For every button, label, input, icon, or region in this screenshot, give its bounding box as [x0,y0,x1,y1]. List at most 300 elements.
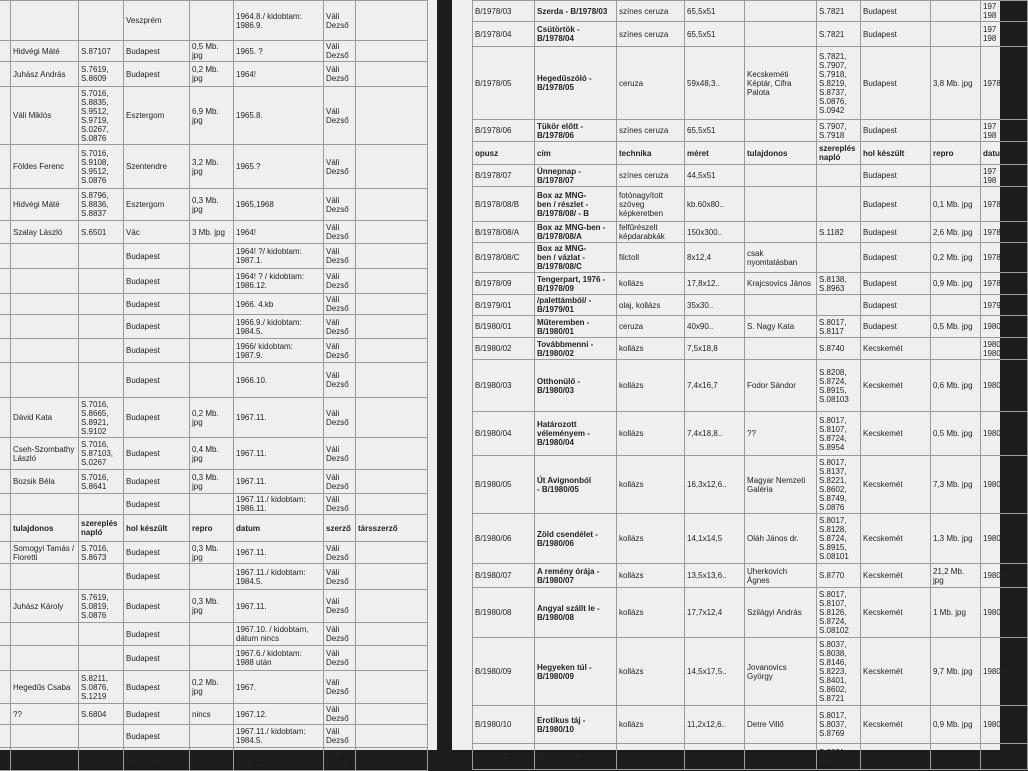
table-cell: 1978 [981,243,1028,273]
table-cell [356,62,428,87]
table-row [473,295,1028,316]
table-cell: Tükör előtt - B/1978/06 [535,120,617,142]
table-row [0,470,428,494]
table-cell [190,623,234,646]
table-header-row [0,515,428,542]
table-cell: Budapest [124,41,190,62]
table-cell [190,363,234,398]
column-header: technika [617,142,685,165]
table-cell: S.8017, S.8128, S.8724, S.8915, S.08101 [817,514,861,564]
table-cell: Uherkovich Ágnes [745,564,817,588]
table-cell [0,671,11,704]
table-cell: 1964! ?/ kidobtam: 1987.1. [234,244,324,269]
table-cell [79,748,124,771]
table-cell [356,646,428,671]
table-row [473,243,1028,273]
table-cell: 16,3x12,6.. [685,456,745,514]
table-cell: S.7016, S.8673 [79,542,124,564]
table-cell: S.8017, S.8037, S.8769 [817,706,861,744]
table-cell: 1966/ kidobtam: 1987.9. [234,339,324,363]
table-cell [11,1,79,41]
table-cell [190,1,234,41]
table-row [0,315,428,339]
table-cell: filctoll [617,243,685,273]
table-cell: Budapest [124,244,190,269]
table-cell [356,438,428,470]
table-cell: S.8017, S.8117 [817,316,861,338]
table-cell: Bozsik Béla [11,470,79,494]
table-cell [745,187,817,222]
table-cell: 1966. 4.kb [234,294,324,315]
table-cell: 13,5x13,6.. [685,564,745,588]
table-cell: Szilágyi András [745,588,817,638]
table-cell [190,244,234,269]
table-cell: S.7016, S.87103, S.0267 [79,438,124,470]
table-row [0,704,428,725]
table-cell [0,339,11,363]
table-row [473,187,1028,222]
table-cell: Budapest [861,1,931,22]
table-cell: S.8021, S.8724, [817,744,861,770]
table-cell: 0,5 Mb. jpg [931,316,981,338]
table-cell [745,120,817,142]
table-cell: Tengerpart, 1976 - B/1978/09 [535,273,617,295]
table-cell: S.8211, S.0876, S.1219 [79,671,124,704]
table-cell [0,41,11,62]
table-cell: S.8770 [817,564,861,588]
table-cell: Szalay László [11,221,79,244]
table-cell [0,398,11,438]
table-cell [190,269,234,294]
table-cell: S.7016, S.8641 [79,470,124,494]
table-cell: Esztergom [124,189,190,221]
table-cell: S.8017, S.8107, S.8724, S.8954 [817,412,861,456]
table-cell: 197 198 [981,22,1028,47]
column-header: datum [234,515,324,542]
table-cell: 8x12,4 [685,243,745,273]
table-cell [190,725,234,748]
column-header: tulajdonos [11,515,79,542]
table-cell [356,339,428,363]
table-cell: 1980 [981,514,1028,564]
table-cell: 1967.6./ kidobtam: 1988 után [234,646,324,671]
table-cell [356,398,428,438]
table-cell: Budapest [124,363,190,398]
table-cell: Erotikus táj - B/1980/10 [535,706,617,744]
table-cell: Váli Dezső [324,294,356,315]
table-cell [745,295,817,316]
table-cell: 0,3 Mb. jpg [190,189,234,221]
table-cell: Oláh János dr. [745,514,817,564]
table-cell [685,744,745,770]
table-cell: Kecskemét [861,588,931,638]
table-cell: Box az MNG- ben / vázlat - B/1978/08/C [535,243,617,273]
table-cell: 40x90.. [685,316,745,338]
table-cell: Budapest [124,564,190,590]
table-cell: Váli Dezső [324,398,356,438]
table-cell: 9,7 Mb. jpg [931,638,981,706]
table-cell: Juhász András [11,62,79,87]
table-cell: 0,1 Mb. jpg [931,187,981,222]
table-header-row [473,142,1028,165]
table-cell: kollázs [617,273,685,295]
table-cell: 1980.3 [981,588,1028,638]
table-cell: 1967.11. [234,542,324,564]
table-cell [0,704,11,725]
table-cell: 0,3 Mb. jpg [190,542,234,564]
table-cell: S.6804 [79,704,124,725]
column-header: szerző [324,515,356,542]
table-row [0,398,428,438]
table-row [0,294,428,315]
table-cell: színes ceruza [617,120,685,142]
table-cell: 21,2 Mb. jpg [931,564,981,588]
table-cell: Budapest [861,22,931,47]
table-cell [356,294,428,315]
table-cell: Határozott véleményem - B/1980/04 [535,412,617,456]
table-cell: S.7619, S.0819, S.0876 [79,590,124,623]
table-cell: kollázs [617,638,685,706]
table-cell: Váli Miklós [11,87,79,145]
table-cell: 7,4x16,7 [685,360,745,412]
table-cell: 3,8 Mb. jpg [931,47,981,120]
table-cell: Veszprém [124,1,190,41]
table-cell: 17,8x12.. [685,273,745,295]
table-cell: 1980.3 [981,564,1028,588]
table-cell: Budapest [861,222,931,243]
table-cell: csak nyomtatásban [745,243,817,273]
table-cell [356,244,428,269]
table-cell: B/1980/04 [473,412,535,456]
table-cell [190,339,234,363]
table-cell: 1965.? [234,145,324,189]
table-cell: 197 198 [981,120,1028,142]
table-cell: 1,3 Mb. jpg [931,514,981,564]
table-cell: Váli Dezső [324,470,356,494]
table-cell [745,22,817,47]
table-cell: ceruza [617,316,685,338]
table-cell: Váli Dezső [324,494,356,515]
table-cell: B/1980/11 [473,744,535,770]
table-cell: S.7821 [817,1,861,22]
table-cell: Vác [124,221,190,244]
table-cell [817,165,861,187]
table-cell [190,294,234,315]
table-cell: 0,5 Mb. jpg [931,412,981,456]
table-row [0,363,428,398]
table-cell [817,187,861,222]
table-cell [11,623,79,646]
table-cell: Váli Dezső [324,244,356,269]
table-cell [190,748,234,771]
table-cell: Budapest [124,623,190,646]
table-cell: B/1980/08 [473,588,535,638]
table-cell: Váli Dezső [324,269,356,294]
table-row [0,41,428,62]
table-cell: B/1978/03 [473,1,535,22]
table-row [0,189,428,221]
table-cell [356,623,428,646]
table-cell [79,269,124,294]
table-row [473,120,1028,142]
table-cell: 65,5x51 [685,120,745,142]
table-cell: S.7821 [817,22,861,47]
table-cell [11,564,79,590]
table-cell: 14,5x17,5.. [685,638,745,706]
table-cell: 11,2x12,6.. [685,706,745,744]
table-cell: 197 198 [981,1,1028,22]
table-cell: 1980 [981,456,1028,514]
table-cell [79,564,124,590]
table-cell: 1966.9./ kidobtam: 1984.5. [234,315,324,339]
table-cell: Váli Dezső [324,623,356,646]
column-header: hol készült [124,515,190,542]
table-cell: Budapest [861,47,931,120]
table-cell [356,494,428,515]
table-cell: 0,6 Mb. jpg [931,360,981,412]
table-row [0,221,428,244]
table-cell: 3,2 Mb. jpg [190,145,234,189]
table-row [0,671,428,704]
table-cell: 1965,1968 [234,189,324,221]
table-row [473,47,1028,120]
column-header: méret [685,142,745,165]
table-cell: Váli Dezső [324,339,356,363]
table-cell: 1967.11. [234,398,324,438]
table-cell [356,269,428,294]
table-cell: Fodor Sándor [745,360,817,412]
table-cell [11,363,79,398]
table-cell [745,222,817,243]
table-row [0,623,428,646]
table-cell: kollázs [617,564,685,588]
table-cell: olaj, kollázs [617,295,685,316]
table-cell [11,339,79,363]
table-cell: Budapest [124,438,190,470]
table-cell: Budapest [861,120,931,142]
table-cell [0,1,11,41]
table-cell: B/1978/06 [473,120,535,142]
table-cell: Ünnep előtt - [535,744,617,770]
table-cell: Budapest [124,725,190,748]
table-cell: B/1978/08/B [473,187,535,222]
table-row [0,590,428,623]
table-cell: Budapest [124,294,190,315]
table-cell: 0,5 Mb. jpg [190,41,234,62]
table-cell: Budapest [861,295,931,316]
table-cell: 1978 [981,187,1028,222]
table-cell [79,725,124,748]
table-cell: Jovanovics György [745,638,817,706]
table-cell: B/1978/09 [473,273,535,295]
table-cell: Kecskemét [861,338,931,360]
table-cell: Budapest [124,590,190,623]
table-cell: Váli Dezső [324,704,356,725]
table-cell: ?? [745,412,817,456]
table-cell [745,338,817,360]
table-cell: 1964! ? / kidobtam: 1986.12. [234,269,324,294]
table-cell: Váli Dezső [324,62,356,87]
column-header [0,515,11,542]
table-cell: Út Avignonból - B/1980/05 [535,456,617,514]
table-cell [0,542,11,564]
table-row [473,564,1028,588]
table-cell: 150x300.. [685,222,745,243]
table-cell: 1964! [234,62,324,87]
table-cell [0,748,11,771]
table-row [0,244,428,269]
table-cell [356,704,428,725]
table-cell: Budapest [124,704,190,725]
table-cell [0,363,11,398]
table-cell: S.7907, S.7918 [817,120,861,142]
table-cell: Budapest [861,273,931,295]
table-cell: 14,1x14,5 [685,514,745,564]
table-row [0,269,428,294]
table-cell [356,315,428,339]
table-cell: színes ceruza [617,22,685,47]
table-cell [11,315,79,339]
table-cell: Váli Dezső [324,189,356,221]
table-cell: 1967.11./ kidobtam: 1984.5. [234,564,324,590]
table-cell: Budapest [124,494,190,515]
table-cell [745,165,817,187]
table-cell: kollázs [617,706,685,744]
table-cell [0,438,11,470]
table-cell: B/1980/05 [473,456,535,514]
table-cell [79,315,124,339]
left-document-page [0,0,437,768]
table-row [473,1,1028,22]
table-cell: Szerda - B/1978/03 [535,1,617,22]
column-header: társszerző [356,515,428,542]
table-cell [356,470,428,494]
table-cell [0,470,11,494]
table-cell: S.7016, S.8835, S.9512, S.9719, S.0267, S.0876 [79,87,124,145]
table-cell: fotónagyított szöveg képkeretben [617,187,685,222]
table-cell: Kecskemét [861,564,931,588]
table-cell: 1980.3 [981,638,1028,706]
table-cell: S.7016, S.8665, S.8921, S.9102 [79,398,124,438]
table-row [473,744,1028,770]
table-cell: 1978 [981,273,1028,295]
table-cell [79,494,124,515]
table-cell: B/1980/07 [473,564,535,588]
table-cell [356,590,428,623]
table-cell: Váli Dezső [324,646,356,671]
table-cell: A remény órája - B/1980/07 [535,564,617,588]
table-cell: kb.60x80.. [685,187,745,222]
table-cell: Hidvégi Máté [11,41,79,62]
table-cell: 1967.11. [234,470,324,494]
column-header: opusz [473,142,535,165]
table-cell: kollázs [617,338,685,360]
table-cell: Váli Dezső [324,671,356,704]
table-cell [0,269,11,294]
table-cell: 0,2 Mb. jpg [190,671,234,704]
table-cell: kollázs [617,360,685,412]
table-cell [79,623,124,646]
table-cell: Szentendre [124,145,190,189]
table-cell: Kecskemét [861,638,931,706]
table-cell: 1967. [234,671,324,704]
table-cell [931,338,981,360]
table-cell: 0,3 Mb. jpg [190,590,234,623]
table-cell [11,725,79,748]
column-header: szereplés napló [817,142,861,165]
table-cell [861,744,931,770]
table-cell: Váli Dezső [324,145,356,189]
table-row [0,748,428,771]
table-cell: ?? [11,704,79,725]
table-cell [745,1,817,22]
table-cell: 1980 1980 [981,338,1028,360]
table-cell: Hegedűszóló - B/1978/05 [535,47,617,120]
table-cell: 1964! [234,221,324,244]
table-cell: 1967.12. [234,704,324,725]
table-cell: Csütörtök - B/1978/04 [535,22,617,47]
table-cell [79,294,124,315]
table-cell: Ünnepnap - B/1978/07 [535,165,617,187]
table-cell: S. Nagy Kata [745,316,817,338]
table-cell: 1980.3 [981,706,1028,744]
table-cell: B/1980/06 [473,514,535,564]
table-cell: S.8796, S.8836, S.8837 [79,189,124,221]
table-cell [79,339,124,363]
table-cell [79,1,124,41]
table-cell [0,62,11,87]
table-row [0,542,428,564]
table-row [473,638,1028,706]
table-cell: Műteremben - B/1980/01 [535,316,617,338]
table-cell: felfűrészelt képdarabkák [617,222,685,243]
table-cell: színes ceruza [617,165,685,187]
table-cell [356,87,428,145]
table-cell: Kecskemét [861,706,931,744]
table-cell: Juhász Károly [11,590,79,623]
table-cell [931,165,981,187]
table-cell [11,646,79,671]
table-cell: Detre Villő [745,706,817,744]
table-row [0,725,428,748]
table-cell [981,744,1028,770]
table-cell: 6,9 Mb. jpg [190,87,234,145]
table-cell: Váli Dezső [324,725,356,748]
table-cell: Váli Dezső [324,438,356,470]
table-cell: 65,5x51 [685,22,745,47]
table-cell: Somogyi Tamás / Fioretti [11,542,79,564]
table-cell: Földes Ferenc [11,145,79,189]
table-cell: /palettámból/ - B/1979/01 [535,295,617,316]
table-cell: Cseh-Szombathy László [11,438,79,470]
table-row [473,514,1028,564]
table-cell [0,87,11,145]
left-artwork-table [0,0,428,771]
table-cell: 0,9 Mb. jpg [931,273,981,295]
table-cell: Hidvégi Máté [11,189,79,221]
table-cell: 2,6 Mb. jpg [931,222,981,243]
table-cell: Budapest [861,243,931,273]
table-cell [0,623,11,646]
table-cell: S.8037, S.8038, S.8146, S.8223, S.8401, S.8602, S.8721 [817,638,861,706]
table-row [0,494,428,515]
table-cell [356,725,428,748]
table-cell: Budapest [861,316,931,338]
table-row [473,165,1028,187]
table-cell [817,295,861,316]
table-cell [11,494,79,515]
table-cell: 1980 [981,360,1028,412]
